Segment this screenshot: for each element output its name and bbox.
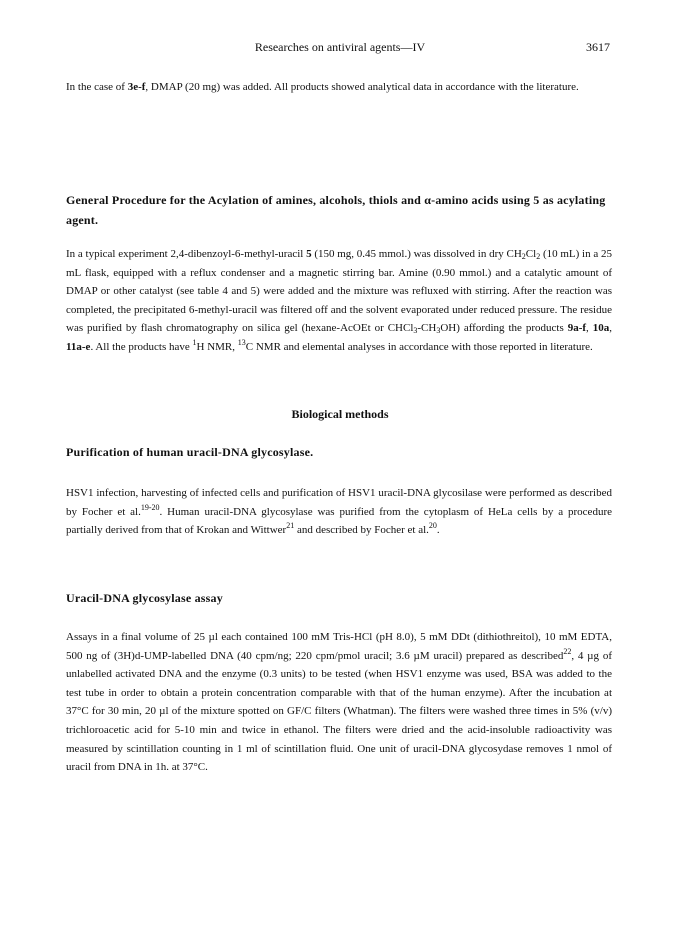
general-procedure-paragraph	[66, 245, 612, 357]
body-text: . All the products have	[90, 340, 193, 353]
running-title: Researches on antiviral agents—IV	[254, 40, 426, 54]
subscript: 2	[536, 252, 541, 261]
intro-text: In the case of	[66, 81, 128, 93]
body-text: C NMR and elemental analyses in accordance with those reported in literature.	[245, 340, 593, 353]
body-text: . Human uracil-DNA glycosylase was purified from the cytoplasm of HeLa cells by a procedure partially derived from that of Krokan and Wittwer	[66, 505, 612, 537]
body-text: , 4 µg of unlabelled activated DNA and the enzyme (0.3 units) to be tested (when HSV1 enzyme was used, BSA was added to the test tube in order to obtain a protein concentration comparable with that of the human enzyme). After the incubation at 37°C for 30 min, 20 µl of the mixture spotted on GF/C filters (Whatman). The filters were washed three times in 5% (v/v) trichloroacetic acid for 5-10 min and twice in ethanol. The filters were dried and the acid-insoluble radioactivity was measured by scintillation counting in 1 ml of scintillation fluid. One unit of uracil-DNA glycosydase removes 1 nmol of uracil from DNA in 1h. at 37°C.	[66, 649, 612, 774]
body-text: Assays in a final volume of 25 µl each contained 100 mM Tris-HCl (pH 8.0), 5 mM DDt (dithiothreitol), 10 mM EDTA, 500 ng of (3H)d-UMP-labelled DNA (40 cpm/ng; 220 cpm/pmol uracil; 3.6 µM uracil) prepared as described	[66, 631, 612, 662]
assay-heading: Uracil-DNA glycosylase assay	[66, 591, 223, 605]
subscript: 3	[413, 326, 418, 336]
general-procedure-heading: General Procedure for the Acylation of amines, alcohols, thiols and α-amino acids using 5 as acylating agent.	[66, 193, 606, 227]
body-text: ,	[609, 322, 612, 335]
compound-ref: 11a-e	[66, 340, 91, 353]
assay-paragraph	[66, 628, 612, 777]
superscript: 1	[192, 337, 197, 347]
body-text: and described by Focher et al.	[294, 524, 429, 537]
purification-paragraph	[66, 484, 612, 540]
superscript: 13	[237, 337, 246, 347]
subscript: 3	[436, 326, 441, 336]
purification-heading: Purification of human uracil-DNA glycosylase.	[66, 445, 314, 459]
compound-ref: 10a	[592, 322, 610, 335]
biological-methods-heading: Biological methods	[291, 407, 389, 421]
citation: 21	[286, 521, 295, 531]
body-text: (150 mg, 0.45 mmol.) was dissolved in dry CH	[311, 248, 522, 260]
compound-ref: 5	[306, 248, 312, 260]
body-text: H NMR,	[196, 340, 238, 353]
body-text: In a typical experiment 2,4-dibenzoyl-6-methyl-uracil	[66, 248, 307, 260]
intro-text: , DMAP (20 mg) was added. All products showed analytical data in accordance with the literature.	[145, 81, 579, 93]
compound-ref: 9a-f	[567, 322, 587, 335]
subscript: 2	[521, 252, 526, 261]
citation: 19-20	[140, 502, 160, 512]
body-text: (10 mL) in a 25 mL flask, equipped with a reflux condenser and a magnetic stirring bar. Amine (0.90 mmol.) and a catalytic amount of DMAP or other catalyst (see table 4 and 5) were added and the mixture was refluxed with stirring. After the reaction was completed, the precipitated 6-methyl-uracil was filtered off and the solvent evaporated under reduced pressure. The residue was purified by flash chromatography on silica gel (hexane-AcOEt or CHCl	[66, 248, 612, 335]
body-text: HSV1 infection, harvesting of infected cells and purification of HSV1 uracil-DNA glycosilase were performed as described by Focher et al.	[66, 487, 612, 518]
citation: 22	[563, 646, 572, 656]
body-text: OH) affording the products	[440, 322, 568, 335]
body-text: ,	[586, 322, 593, 335]
intro-paragraph	[66, 78, 612, 97]
body-text: .	[436, 524, 440, 537]
compound-ref: 3e-f	[127, 81, 146, 93]
citation: 20	[428, 521, 437, 531]
body-text: -CH	[417, 322, 437, 335]
body-text: Cl	[525, 248, 537, 260]
page-number: 3617	[586, 40, 610, 54]
